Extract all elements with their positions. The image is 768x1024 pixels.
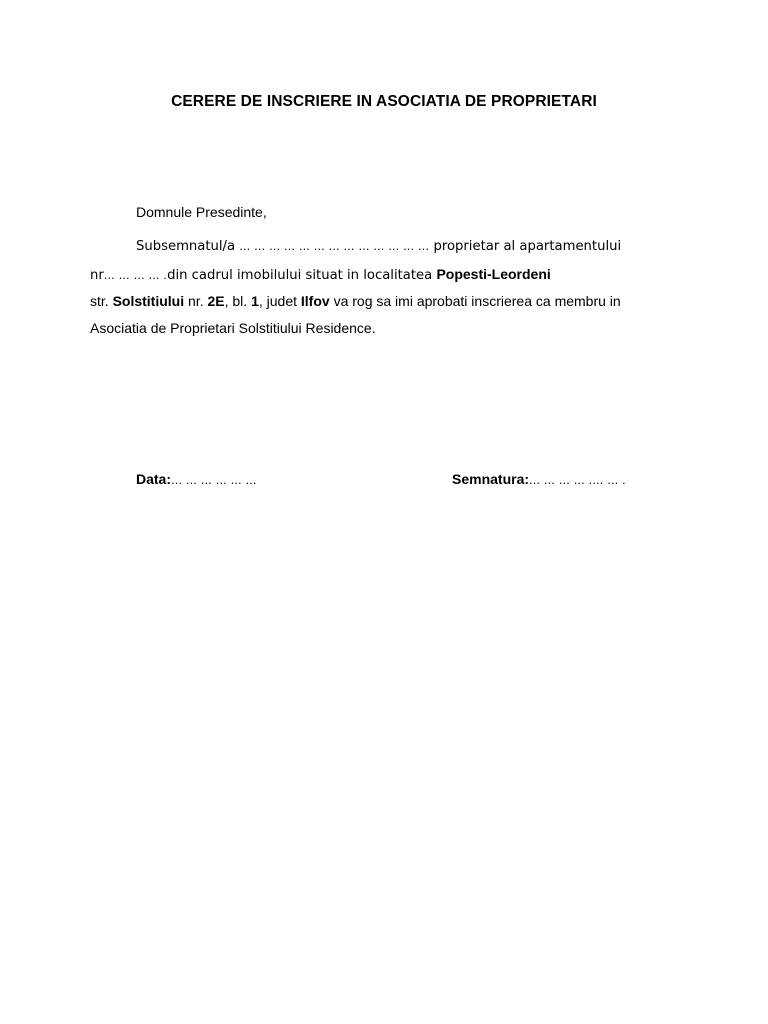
block-number: 1 (251, 293, 259, 309)
paragraph-line-1 (136, 239, 621, 254)
location-text: din cadrul imobilului situat in localitatea (167, 268, 437, 283)
salutation: Domnule Presedinte, (136, 204, 267, 220)
signature-blank-field: … … … … .… … . (529, 474, 626, 487)
number-prefix: nr. (184, 293, 208, 309)
date-field (136, 471, 257, 487)
paragraph-line-2 (90, 266, 551, 283)
request-text: va rog sa imi aprobati inscrierea ca membru in (329, 293, 621, 309)
name-blank-field: … … … … … … … … … … … … … (239, 240, 430, 253)
apartment-nr-blank-field: … … … … . (103, 269, 168, 282)
street-name: Solstitiului (112, 293, 185, 309)
signature-field (452, 471, 626, 487)
date-blank-field: … … … … … … (171, 474, 257, 487)
county-name: Ilfov (300, 293, 330, 309)
street-number: 2E (207, 293, 225, 309)
paragraph-line-3 (90, 293, 621, 309)
paragraph-line-4: Asociatia de Proprietari Solstitiului Residence. (90, 320, 376, 336)
county-prefix: , judet (258, 293, 301, 309)
block-prefix: , bl. (224, 293, 252, 309)
apartment-nr-label: nr (90, 268, 104, 283)
subject-label: Subsemnatul/a (136, 239, 240, 254)
locality-name: Popesti-Leordeni (436, 266, 551, 282)
street-prefix: str. (90, 293, 113, 309)
signature-label: Semnatura: (452, 471, 530, 487)
document-title: CERERE DE INSCRIERE IN ASOCIATIA DE PROPRIETARI (171, 93, 597, 110)
owner-text: proprietar al apartamentului (429, 239, 622, 254)
date-label: Data: (136, 471, 172, 487)
